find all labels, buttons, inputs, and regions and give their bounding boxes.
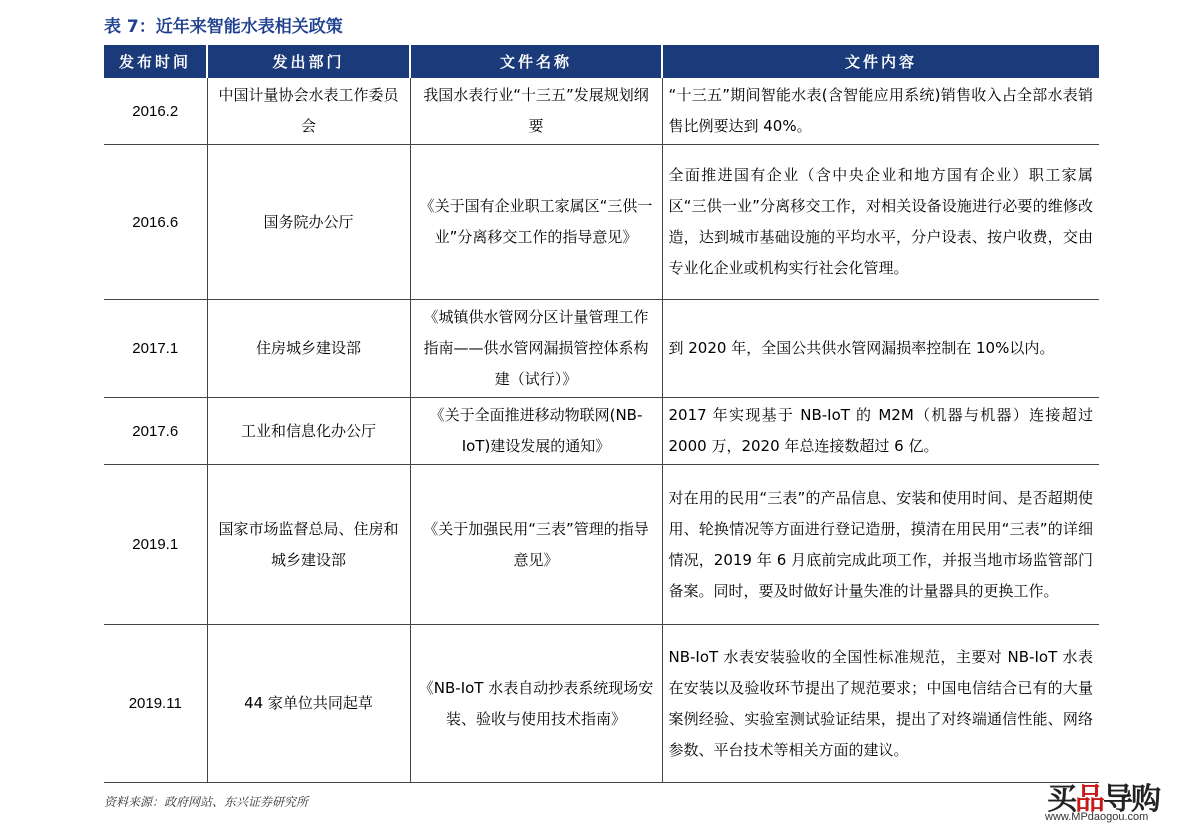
- cell-doc: 《关于国有企业职工家属区“三供一业”分离移交工作的指导意见》: [410, 145, 662, 300]
- cell-content: “十三五”期间智能水表(含智能应用系统)销售收入占全部水表销售比例要达到 40%。: [662, 78, 1099, 145]
- header-content: 文件内容: [662, 45, 1099, 78]
- watermark-logo: [1039, 774, 1187, 824]
- source-note: 资料来源：政府网站、东兴证券研究所: [104, 795, 309, 809]
- header-date: 发布时间: [104, 45, 207, 78]
- table-row: [104, 78, 1099, 145]
- cell-date: 2019.1: [104, 465, 207, 625]
- header-dept: 发出部门: [207, 45, 410, 78]
- cell-date: 2017.1: [104, 300, 207, 398]
- cell-content: NB-IoT 水表安装验收的全国性标准规范，主要对 NB-IoT 水表在安装以及验收环节提出了规范要求；中国电信结合已有的大量案例经验、实验室测试验证结果，提出了对终端通信性能、网络参数、平台技术等相关方面的建议。: [662, 625, 1099, 783]
- cell-doc: 《关于全面推进移动物联网(NB-IoT)建设发展的通知》: [410, 398, 662, 465]
- cell-date: 2016.2: [104, 78, 207, 145]
- watermark-char-left: 买: [1047, 782, 1075, 817]
- table-row: [104, 300, 1099, 398]
- watermark-char-right: 导购: [1103, 782, 1159, 817]
- cell-doc: 《关于加强民用“三表”管理的指导意见》: [410, 465, 662, 625]
- cell-doc: 《城镇供水管网分区计量管理工作指南——供水管网漏损管控体系构建（试行）》: [410, 300, 662, 398]
- table-row: [104, 625, 1099, 783]
- cell-doc: 《NB-IoT 水表自动抄表系统现场安装、验收与使用技术指南》: [410, 625, 662, 783]
- table-row: [104, 145, 1099, 300]
- cell-date: 2016.6: [104, 145, 207, 300]
- cell-dept: 中国计量协会水表工作委员会: [207, 78, 410, 145]
- cell-content: 2017 年实现基于 NB-IoT 的 M2M（机器与机器）连接超过 2000 万，2020 年总连接数超过 6 亿。: [662, 398, 1099, 465]
- policy-table: [104, 45, 1099, 783]
- table-title: 表 7：近年来智能水表相关政策: [104, 17, 343, 37]
- cell-dept: 国务院办公厅: [207, 145, 410, 300]
- cell-date: 2017.6: [104, 398, 207, 465]
- watermark-char-mid: 品: [1075, 782, 1103, 817]
- cell-date: 2019.11: [104, 625, 207, 783]
- cell-dept: 住房城乡建设部: [207, 300, 410, 398]
- cell-dept: 国家市场监督总局、住房和城乡建设部: [207, 465, 410, 625]
- cell-dept: 工业和信息化办公厅: [207, 398, 410, 465]
- header-doc: 文件名称: [410, 45, 662, 78]
- cell-content: 全面推进国有企业（含中央企业和地方国有企业）职工家属区“三供一业”分离移交工作，对相关设备设施进行必要的维修改造，达到城市基础设施的平均水平，分户设表、按户收费，交由专业化企业或机构实行社会化管理。: [662, 145, 1099, 300]
- cell-dept: 44 家单位共同起草: [207, 625, 410, 783]
- table-row: [104, 465, 1099, 625]
- watermark-url: www.MPdaogou.com: [1045, 811, 1149, 823]
- table-header-row: [104, 45, 1099, 78]
- table-row: [104, 398, 1099, 465]
- cell-content: 对在用的民用“三表”的产品信息、安装和使用时间、是否超期使用、轮换情况等方面进行登记造册，摸清在用民用“三表”的详细情况，2019 年 6 月底前完成此项工作，并报当地市场监管部门备案。同时，要及时做好计量失准的计量器具的更换工作。: [662, 465, 1099, 625]
- cell-doc: 我国水表行业“十三五”发展规划纲要: [410, 78, 662, 145]
- cell-content: 到 2020 年，全国公共供水管网漏损率控制在 10%以内。: [662, 300, 1099, 398]
